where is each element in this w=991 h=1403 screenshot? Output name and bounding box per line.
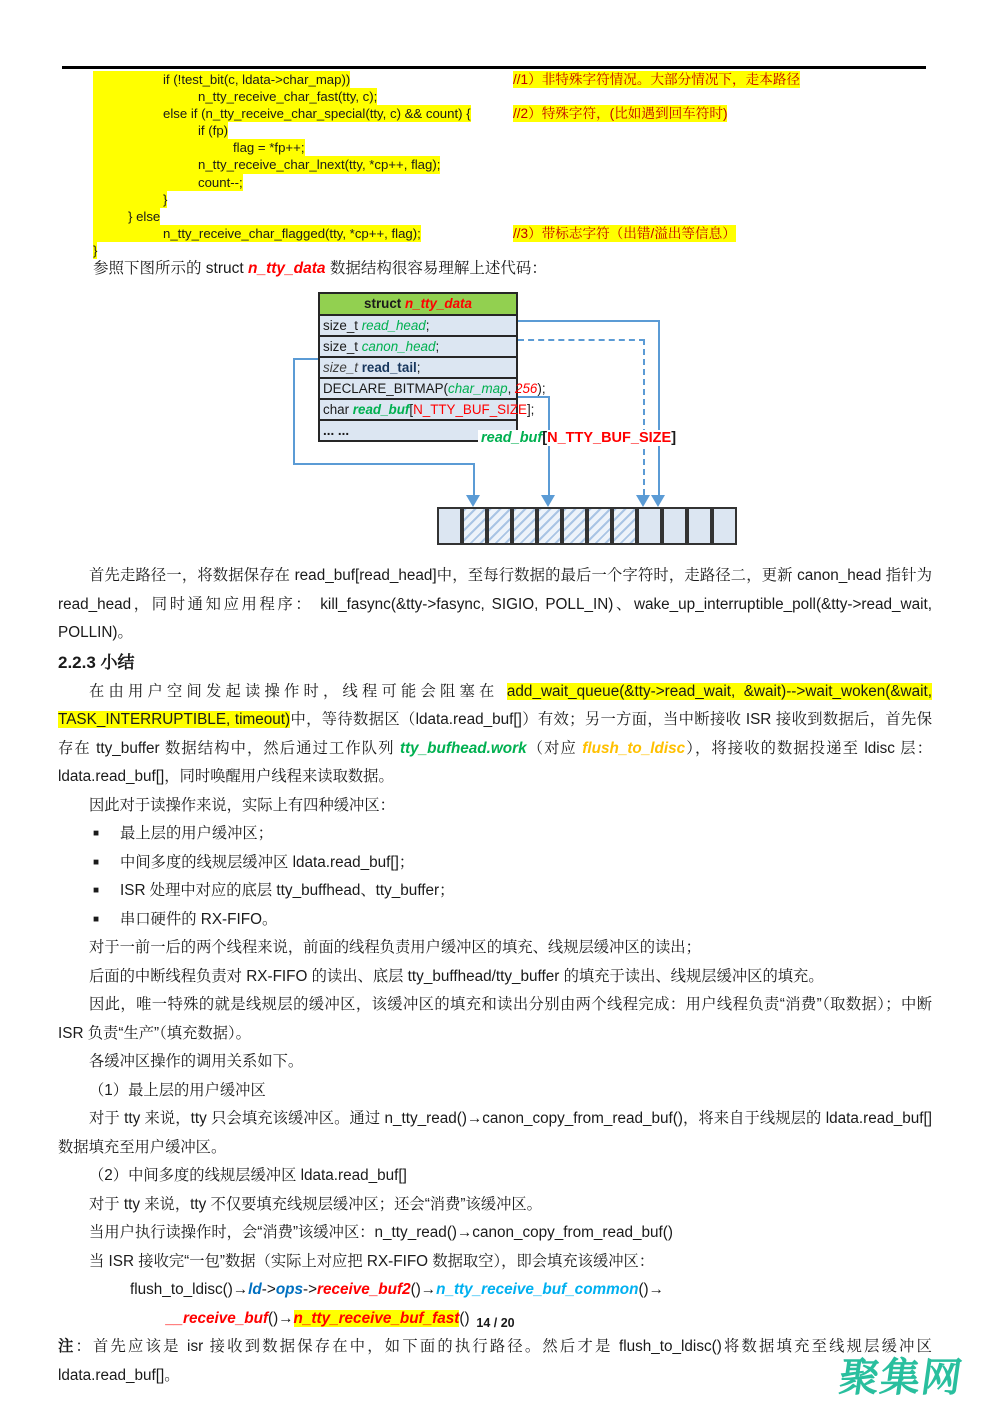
code-text: else if (n_tty_receive_char_special(tty, c) && count) { <box>93 105 471 122</box>
code-line <box>93 139 471 156</box>
text-segment: n_tty_data <box>404 296 472 311</box>
text-segment: ; <box>416 360 421 375</box>
text-segment: struct <box>364 296 405 311</box>
code-line <box>93 71 800 88</box>
code-text: } <box>93 242 98 258</box>
text-segment: [ <box>542 430 548 446</box>
paragraph <box>58 1077 932 1106</box>
text-segment: tty_bufhead.work <box>399 739 527 757</box>
text-segment: ... ... <box>323 423 350 438</box>
code-line <box>93 208 471 225</box>
paragraph <box>58 1105 932 1162</box>
bullet-item <box>58 849 932 878</box>
bullet-item <box>58 906 932 935</box>
text-segment: __receive_buf <box>166 1309 269 1327</box>
connector-read-tail-v2 <box>473 463 475 495</box>
body-text <box>58 562 932 1390</box>
code-text: flag = *fp++; <box>93 139 305 156</box>
text-segment: char_map <box>448 381 508 396</box>
code-text: count--; <box>93 174 243 191</box>
paragraph <box>58 562 932 648</box>
text-segment: 后面的中断线程负责对 RX-FIFO 的读出、底层 tty_buffhead/tty_buffer 的填充于读出、线规层缓冲区的填充。 <box>89 967 824 985</box>
connector-read-tail-h1 <box>293 358 318 360</box>
text-segment: flush_to_ldisc <box>582 739 686 757</box>
text-segment: ops <box>275 1281 304 1298</box>
struct-table <box>318 292 546 442</box>
watermark: 聚集网 <box>836 1356 966 1400</box>
text-segment: read_tail <box>361 360 417 375</box>
connector-read-tail-h2 <box>293 463 475 465</box>
text-segment: canon_head <box>361 339 436 354</box>
text-segment: n_tty_data <box>248 260 326 277</box>
text-segment: size_t <box>323 318 362 333</box>
bullet-square-icon: ■ <box>93 856 100 868</box>
bullet-text: 最上层的用户缓冲区； <box>120 825 274 842</box>
code-line <box>93 88 471 105</box>
struct-row <box>320 400 535 421</box>
buffer-cell <box>537 507 562 545</box>
buffer-cell <box>562 507 587 545</box>
bullet-square-icon: ■ <box>93 913 100 925</box>
code-comment: //1）非特殊字符情况。大部分情况下，走本路径 <box>513 72 800 87</box>
text-segment: , <box>507 381 516 396</box>
text-segment: ），将接收的数据投递至 ldisc 层：ldata.read_buf[]，同时唤醒用户线程来读取数据。 <box>58 739 933 785</box>
code-text: if (fp) <box>93 122 228 139</box>
arrow-read-buf <box>541 495 555 507</box>
text-segment: receive_buf2 <box>317 1281 411 1298</box>
text-segment: （2）中间多度的线规层缓冲区 ldata.read_buf[] <box>89 1167 407 1184</box>
connector-read-buf-h <box>518 396 550 398</box>
paragraph <box>58 934 932 963</box>
intro-paragraph <box>93 256 547 278</box>
code-text: } <box>93 191 167 208</box>
buffer-cell <box>687 507 712 545</box>
code-line <box>93 122 471 139</box>
text-segment: 对于一前一后的两个线程来说，前面的线程负责用户缓冲区的填充、线规层缓冲区的读出； <box>89 939 701 956</box>
text-segment: 256 <box>515 381 538 396</box>
text-segment: 因此，唯一特殊的就是线规层的缓冲区，该缓冲区的填充和读出分别由两个线程完成：用户线程负责“消费”（取数据）；中断 ISR 负责“生产”（填充数据）。 <box>58 996 932 1042</box>
page-number: 14 / 20 <box>476 1316 515 1330</box>
text-segment: n_tty_receive_buf_common <box>436 1281 639 1298</box>
bullet-text: 中间多度的线规层缓冲区 ldata.read_buf[]； <box>120 853 415 871</box>
text-segment: ：首先应该是 isr 接收到数据保存在中，如下面的执行路径。然后才是 flush_to_ldisc()将数据填充至线规层缓冲区 ldata.read_buf[]。 <box>58 1338 932 1384</box>
text-segment: char <box>323 402 353 417</box>
text-segment: [ <box>409 402 414 417</box>
text-segment: 因此对于读操作来说，实际上有四种缓冲区： <box>89 796 395 814</box>
bullet-text: 串口硬件的 RX-FIFO。 <box>120 910 278 928</box>
bullet-item <box>58 820 932 849</box>
buffer-cell <box>587 507 612 545</box>
text-segment: 对于 tty 来说，tty 不仅要填充线规层缓冲区；还会“消费”该缓冲区。 <box>89 1195 542 1213</box>
bullet-square-icon: ■ <box>93 885 100 896</box>
text-segment: -> <box>303 1281 318 1298</box>
paragraph <box>58 1191 932 1220</box>
text-segment: ); <box>537 381 546 396</box>
connector-read-head-h <box>518 320 660 322</box>
buffer-cell <box>437 507 462 545</box>
struct-row <box>320 379 546 400</box>
text-segment: ()→ <box>410 1281 437 1298</box>
text-segment: ()→ <box>268 1309 294 1327</box>
text-segment: DECLARE_BITMAP( <box>323 381 449 396</box>
text-segment: 中，等待数据区（ldata.read_buf[]）有效；另一方面，当中断接收 ISR 接收到数据后，首先保存在 tty_buffer 数据结构中，然后通过工作队列 <box>58 711 932 757</box>
struct-table-header <box>320 294 516 316</box>
buffer-cell <box>612 507 637 545</box>
buffer-cell <box>512 507 537 545</box>
text-segment: read_head <box>361 318 426 333</box>
text-segment: ; <box>425 318 430 333</box>
read-buf-array-label <box>478 430 679 446</box>
buffer-cell <box>637 507 662 545</box>
connector-canon-head-v <box>643 339 645 495</box>
bullet-item <box>58 877 932 906</box>
struct-diagram <box>0 290 991 562</box>
paragraph <box>58 991 932 1048</box>
paragraph <box>58 1248 932 1277</box>
text-segment: 各缓冲区操作的调用关系如下。 <box>89 1053 304 1070</box>
bullet-square-icon: ■ <box>93 828 100 839</box>
code-line <box>93 156 471 173</box>
text-segment: size_t <box>323 339 362 354</box>
code-line <box>93 225 736 242</box>
text-segment: ()→ <box>638 1281 664 1298</box>
text-segment: n_tty_receive_buf_fast <box>293 1309 460 1327</box>
arrow-canon-head <box>636 495 650 507</box>
text-segment: 在由用户空间发起读操作时，线程可能会阻塞在 <box>89 682 507 700</box>
text-segment: 数据结构很容易理解上述代码： <box>325 260 547 277</box>
text-segment: 参照下图所示的 struct <box>93 260 249 277</box>
text-segment: （1）最上层的用户缓冲区 <box>89 1081 266 1099</box>
code-text: n_tty_receive_char_flagged(tty, *cp++, flag); <box>93 225 421 242</box>
text-segment: add_wait_queue(&tty->read_wait, &wait)-->wait_woken(&wait, TASK_INTERRUPTIBLE, timeout) <box>58 682 932 728</box>
code-text: if (!test_bit(c, ldata->char_map)) <box>93 71 350 88</box>
code-line <box>93 174 471 191</box>
text-segment: ] <box>671 430 677 446</box>
text-segment: 2.2.3 小结 <box>58 652 135 672</box>
paragraph <box>58 1219 932 1248</box>
code-text: n_tty_receive_char_fast(tty, c); <box>93 88 377 105</box>
top-rule <box>62 66 926 69</box>
paragraph <box>58 963 932 992</box>
buffer-cell <box>462 507 487 545</box>
buffer-cell <box>662 507 687 545</box>
paragraph <box>58 792 932 821</box>
arrow-read-tail <box>466 495 480 507</box>
text-segment: 注 <box>58 1338 76 1355</box>
text-segment: N_TTY_BUF_SIZE <box>413 402 527 417</box>
text-segment: size_t <box>323 360 362 375</box>
text-segment: 当 ISR 接收完“一包”数据（实际上对应把 RX-FIFO 数据取空），即会填充该缓冲区： <box>89 1252 655 1270</box>
text-segment: 当用户执行读操作时，会“消费”该缓冲区：n_tty_read()→canon_copy_from_read_buf() <box>89 1224 673 1241</box>
connector-canon-head-h <box>518 339 645 341</box>
text-segment: （对应 <box>526 739 583 757</box>
paragraph <box>58 1162 932 1191</box>
struct-row <box>320 358 516 379</box>
text-segment: 对于 tty 来说，tty 只会填充该缓冲区。通过 n_tty_read()→canon_copy_from_read_buf()，将来自于线规层的 ldata.read_buf[]数据填充至用户缓冲区。 <box>58 1110 932 1156</box>
paragraph <box>58 1048 932 1077</box>
struct-row <box>320 316 516 337</box>
connector-read-head-v <box>658 320 660 495</box>
arrow-read-head <box>651 495 665 507</box>
paragraph <box>58 1333 932 1390</box>
bullet-text: ISR 处理中对应的底层 tty_buffhead、tty_buffer； <box>120 882 455 899</box>
code-block <box>93 71 800 259</box>
text-segment: flush_to_ldisc()→ <box>130 1281 249 1298</box>
buffer-cell <box>712 507 737 545</box>
code-text: n_tty_receive_char_lnext(tty, *cp++, flag); <box>93 156 440 173</box>
code-comment: //3）带标志字符（出错/溢出等信息） <box>513 225 736 241</box>
code-comment: //2）特殊字符，(比如遇到回车符时) <box>513 106 728 122</box>
section-heading <box>58 648 932 678</box>
text-segment: ; <box>435 339 440 354</box>
text-segment: () <box>459 1309 470 1327</box>
paragraph <box>58 1276 932 1305</box>
code-line <box>93 191 471 208</box>
text-segment: N_TTY_BUF_SIZE <box>547 430 672 446</box>
paragraph <box>58 678 932 792</box>
text-segment: 首先走路径一，将数据保存在 read_buf[read_head]中，至每行数据的最后一个字符时，走路径二，更新 canon_head 指针为 read_head，同时通知应用程序： kill_fasync(&tty->fasync, SIGIO, POLL_IN)、wake_up_interruptible_poll(&tty->read_wait, POLLIN)。 <box>58 567 932 641</box>
text-segment: read_buf <box>352 402 410 417</box>
connector-read-tail-v1 <box>293 358 295 465</box>
buffer-cell <box>487 507 512 545</box>
struct-row <box>320 337 516 358</box>
text-segment: ld <box>248 1281 262 1298</box>
text-segment: read_buf <box>481 430 543 446</box>
text-segment: -> <box>261 1281 276 1298</box>
code-line <box>93 105 728 122</box>
code-text: } else <box>93 208 160 225</box>
text-segment: ]; <box>526 402 535 417</box>
